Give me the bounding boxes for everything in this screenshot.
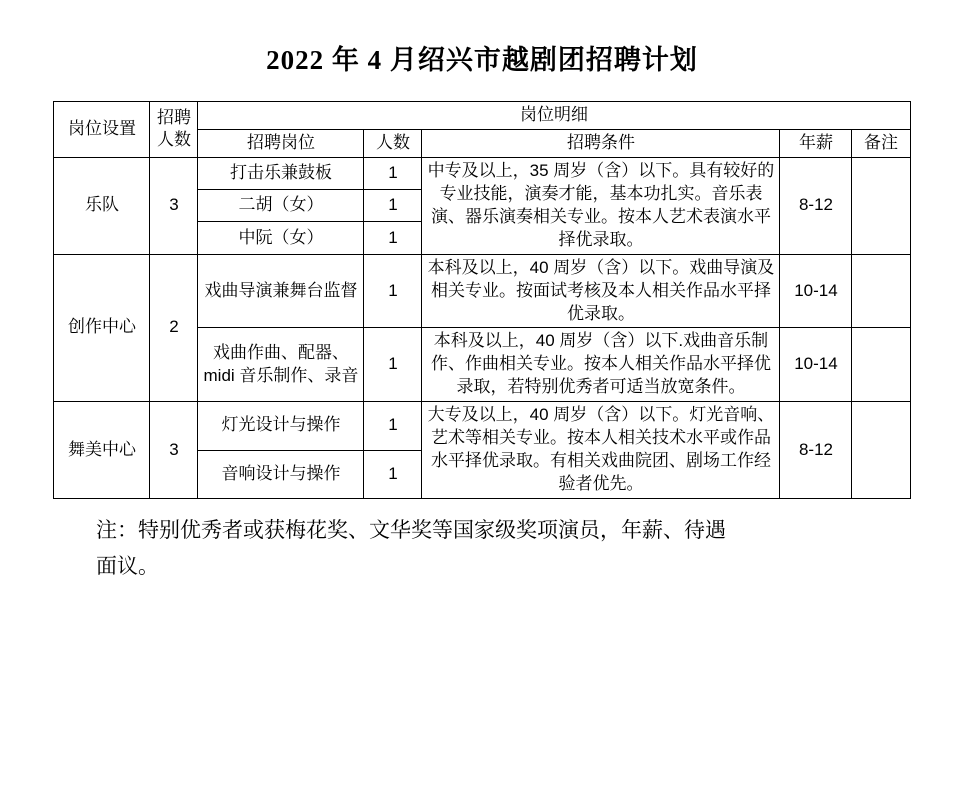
footnote-line-1: 注：特别优秀者或获梅花奖、文华奖等国家级奖项演员，年薪、待遇 (96, 518, 726, 542)
position-num-2-0: 1 (364, 402, 422, 450)
group-name-0: 乐队 (54, 157, 150, 254)
remark-1-1 (852, 328, 910, 402)
position-num-0-1: 1 (364, 190, 422, 222)
header-detail-group: 岗位明细 (198, 102, 910, 130)
footnote-line-2: 面议。 (96, 553, 159, 578)
position-num-1-1: 1 (364, 328, 422, 402)
salary-1-0: 10-14 (780, 254, 852, 328)
group-count-0: 3 (150, 157, 198, 254)
remark-0 (852, 157, 910, 254)
header-total-count: 招聘人数 (150, 102, 198, 158)
page-title: 2022 年 4 月绍兴市越剧团招聘计划 (266, 45, 698, 75)
remark-2 (852, 402, 910, 499)
position-1-0: 戏曲导演兼舞台监督 (198, 254, 364, 328)
document-page (0, 38, 964, 806)
requirements-1-1: 本科及以上，40 周岁（含）以下.戏曲音乐制作、作曲相关专业。按本人相关作品水平择优录取，若特别优秀者可适当放宽条件。 (422, 328, 780, 402)
position-num-0-2: 1 (364, 222, 422, 254)
table-header-row-1 (54, 102, 910, 130)
salary-1-1: 10-14 (780, 328, 852, 402)
position-0-2: 中阮（女） (198, 222, 364, 254)
position-2-1: 音响设计与操作 (198, 450, 364, 498)
header-remark: 备注 (852, 129, 910, 157)
group-count-2: 3 (150, 402, 198, 499)
position-1-1: 戏曲作曲、配器、midi 音乐制作、录音 (198, 328, 364, 402)
requirements-2: 大专及以上，40 周岁（含）以下。灯光音响、艺术等相关专业。按本人相关技术水平或作品水平择优录取。有相关戏曲院团、剧场工作经验者优先。 (422, 402, 780, 499)
position-num-2-1: 1 (364, 450, 422, 498)
group-name-2: 舞美中心 (54, 402, 150, 499)
group-name-1: 创作中心 (54, 254, 150, 402)
recruitment-plan-table (53, 101, 910, 499)
requirements-1-0: 本科及以上，40 周岁（含）以下。戏曲导演及相关专业。按面试考核及本人相关作品水平择优录取。 (422, 254, 780, 328)
remark-1-0 (852, 254, 910, 328)
requirements-0: 中专及以上，35 周岁（含）以下。具有较好的专业技能，演奏才能，基本功扎实。音乐表演、器乐演奏相关专业。按本人艺术表演水平择优录取。 (422, 157, 780, 254)
header-number: 人数 (364, 129, 422, 157)
header-position-group: 岗位设置 (54, 102, 150, 158)
salary-0: 8-12 (780, 157, 852, 254)
group-count-1: 2 (150, 254, 198, 402)
position-num-1-0: 1 (364, 254, 422, 328)
footnote (54, 513, 910, 584)
position-0-0: 打击乐兼鼓板 (198, 157, 364, 189)
header-requirements: 招聘条件 (422, 129, 780, 157)
position-0-1: 二胡（女） (198, 190, 364, 222)
header-salary: 年薪 (780, 129, 852, 157)
table-row (54, 157, 910, 189)
table-row (54, 254, 910, 328)
salary-2: 8-12 (780, 402, 852, 499)
header-position: 招聘岗位 (198, 129, 364, 157)
position-2-0: 灯光设计与操作 (198, 402, 364, 450)
position-num-0-0: 1 (364, 157, 422, 189)
table-row (54, 402, 910, 450)
